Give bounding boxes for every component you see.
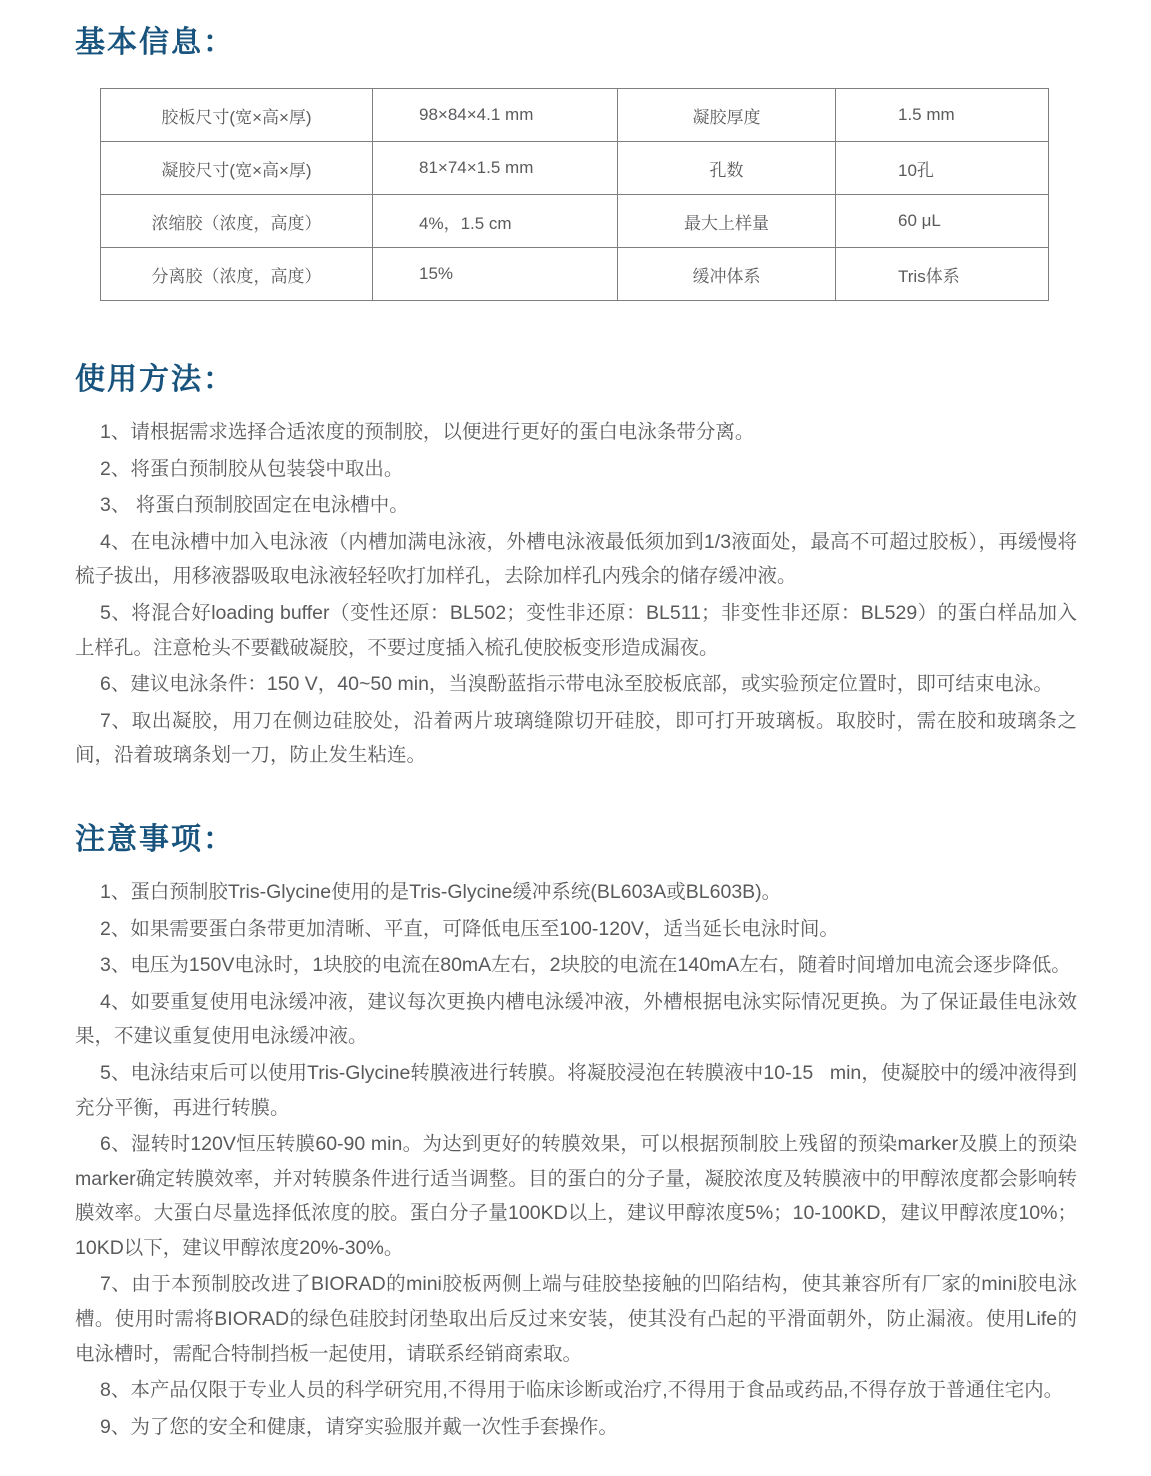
section-usage — [75, 361, 1077, 773]
table-cell-label: 缓冲体系 — [618, 248, 836, 301]
basic-info-table — [100, 88, 1049, 301]
usage-step-1: 1、请根据需求选择合适浓度的预制胶，以便进行更好的蛋白电泳条带分离。 — [100, 421, 755, 443]
table-cell-label: 浓缩胶（浓度，高度） — [101, 195, 373, 248]
table-cell-label: 最大上样量 — [618, 195, 836, 248]
note-item-1: 1、蛋白预制胶Tris-Glycine使用的是Tris-Glycine缓冲系统(BL603A或BL603B)。 — [100, 880, 782, 903]
section-notes — [75, 821, 1077, 1445]
note-item-2: 2、如果需要蛋白条带更加清晰、平直，可降低电压至100-120V，适当延长电泳时间。 — [100, 917, 839, 940]
section-title-notes: 注意事项： — [75, 822, 235, 856]
table-row — [101, 195, 1049, 248]
table-cell-value: 4%，1.5 cm — [373, 195, 618, 248]
notes-list — [75, 875, 1077, 1445]
table-cell-value: 15% — [373, 248, 618, 301]
usage-step-3: 3、 将蛋白预制胶固定在电泳槽中。 — [100, 494, 409, 517]
usage-step-6: 6、建议电泳条件：150 V，40~50 min，当溴酚蓝指示带电泳至胶板底部，或实验预定位置时，即可结束电泳。 — [100, 673, 1053, 696]
usage-step-4: 4、在电泳槽中加入电泳液（内槽加满电泳液，外槽电泳液最低须加到1/3液面处，最高不可超过胶板），再缓慢将梳子拔出，用移液器吸取电泳液轻轻吹打加样孔，去除加样孔内残余的储存缓冲液。 — [75, 530, 1077, 588]
table-cell-label: 孔数 — [618, 142, 836, 195]
table-row — [101, 89, 1049, 142]
usage-step-2: 2、将蛋白预制胶从包装袋中取出。 — [100, 457, 404, 480]
note-item-3: 3、电压为150V电泳时，1块胶的电流在80mA左右，2块胶的电流在140mA左右，随着时间增加电流会逐步降低。 — [100, 954, 1071, 977]
table-cell-value: 60 μL — [836, 195, 1049, 248]
table-cell-label: 凝胶尺寸(宽×高×厚) — [101, 142, 373, 195]
section-title-usage: 使用方法： — [75, 363, 235, 396]
table-cell-value: 1.5 mm — [836, 89, 1049, 142]
table-cell-label: 胶板尺寸(宽×高×厚) — [101, 89, 373, 142]
note-item-6: 6、湿转时120V恒压转膜60-90 min。为达到更好的转膜效果，可以根据预制胶上残留的预染marker及膜上的预染marker确定转膜效率，并对转膜条件进行适当调整。目的蛋白的分子量，凝胶浓度及转膜液中的甲醇浓度都会影响转膜效率。大蛋白尽量选择低浓度的胶。蛋白分子量100KD以上，建议甲醇浓度5%；10-100KD，建议甲醇浓度10%；10KD以下，建议甲醇浓度20%-30%。 — [75, 1133, 1077, 1259]
usage-step-7: 7、取出凝胶，用刀在侧边硅胶处，沿着两片玻璃缝隙切开硅胶，即可打开玻璃板。取胶时，需在胶和玻璃条之间，沿着玻璃条划一刀，防止发生粘连。 — [75, 709, 1077, 767]
note-item-4: 4、如要重复使用电泳缓冲液，建议每次更换内槽电泳缓冲液，外槽根据电泳实际情况更换。为了保证最佳电泳效果，不建议重复使用电泳缓冲液。 — [75, 990, 1077, 1048]
usage-step-5: 5、将混合好loading buffer（变性还原：BL502；变性非还原：BL511；非变性非还原：BL529）的蛋白样品加入上样孔。注意枪头不要戳破凝胶，不要过度插入梳孔使胶板变形造成漏夜。 — [75, 601, 1077, 659]
section-title-basic-info: 基本信息： — [75, 26, 235, 59]
table-cell-value: 10孔 — [836, 142, 1049, 195]
usage-steps-list — [75, 415, 1077, 773]
table-row — [101, 142, 1049, 195]
table-cell-label: 分离胶（浓度，高度） — [101, 248, 373, 301]
table-cell-value: Tris体系 — [836, 248, 1049, 301]
table-row — [101, 248, 1049, 301]
note-item-5: 5、电泳结束后可以使用Tris-Glycine转膜液进行转膜。将凝胶浸泡在转膜液中10-15 min，使凝胶中的缓冲液得到充分平衡，再进行转膜。 — [75, 1061, 1077, 1119]
note-item-7: 7、由于本预制胶改进了BIORAD的mini胶板两侧上端与硅胶垫接触的凹陷结构，使其兼容所有厂家的mini胶电泳槽。使用时需将BIORAD的绿色硅胶封闭垫取出后反过来安装，使其没有凸起的平滑面朝外，防止漏液。使用Life的电泳槽时，需配合特制挡板一起使用，请联系经销商索取。 — [75, 1273, 1077, 1365]
table-cell-value: 81×74×1.5 mm — [373, 142, 618, 195]
table-cell-value: 98×84×4.1 mm — [373, 89, 618, 142]
note-item-8: 8、本产品仅限于专业人员的科学研究用,不得用于临床诊断或治疗,不得用于食品或药品,不得存放于普通住宅内。 — [100, 1379, 1064, 1402]
table-cell-label: 凝胶厚度 — [618, 89, 836, 142]
note-item-9: 9、为了您的安全和健康，请穿实验服并戴一次性手套操作。 — [100, 1415, 618, 1438]
section-basic-info — [75, 24, 1077, 301]
